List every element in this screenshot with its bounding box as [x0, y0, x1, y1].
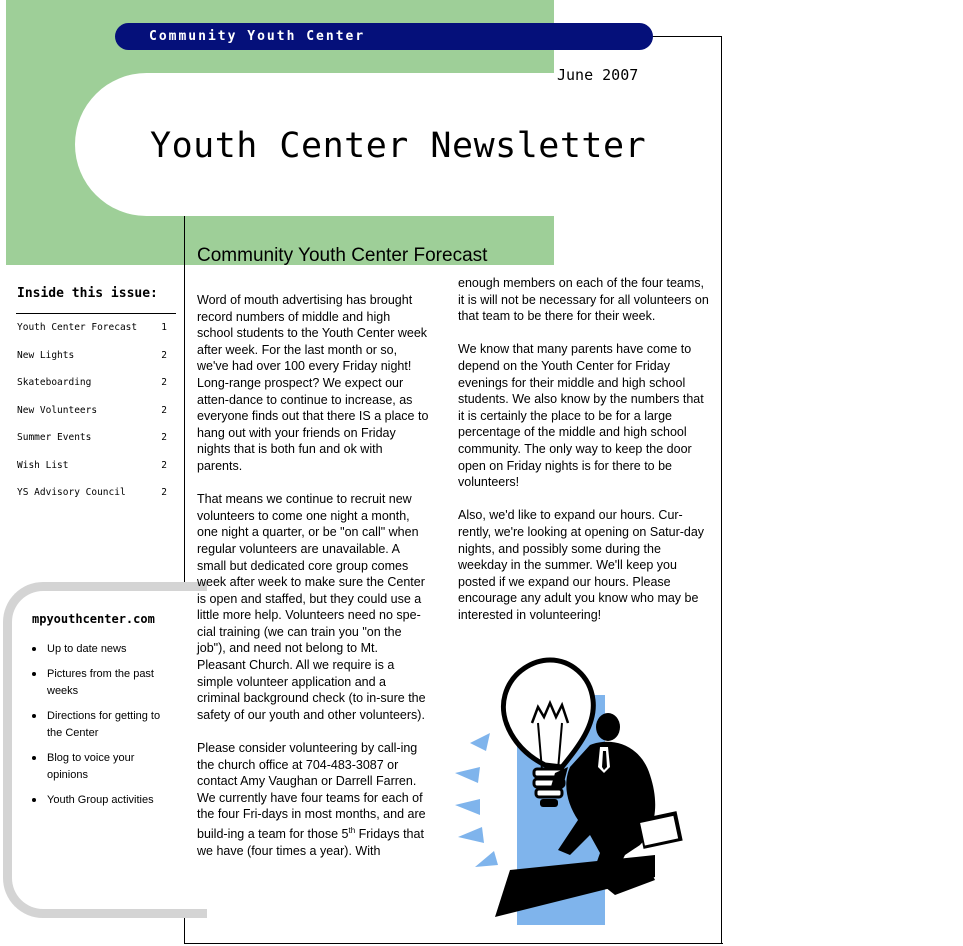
ordinal-suffix: th	[348, 826, 356, 835]
newsletter-title: Youth Center Newsletter	[150, 126, 647, 166]
frame-bottom-rule	[184, 943, 723, 944]
list-item: Blog to voice your opinions	[29, 750, 177, 784]
inside-issue-rule	[16, 313, 176, 314]
inside-issue-heading: Inside this issue:	[17, 286, 158, 301]
issue-date: June 2007	[557, 66, 639, 84]
toc-page: 2	[161, 349, 167, 361]
toc-label: Summer Events	[17, 432, 92, 443]
org-banner: Community Youth Center	[115, 23, 653, 50]
toc-entry[interactable]	[17, 403, 167, 431]
list-item: Youth Group activities	[29, 792, 177, 809]
toc-page: 2	[161, 432, 167, 443]
article-paragraph: Also, we'd like to expand our hours. Cur-rently, we're looking at opening on Satur-day nights, and possibly some during the weekday in the summer. We'll keep you posted if we expand our hours. Please encourage any adult you know who may be interested in volunteering!	[458, 508, 705, 622]
article-column-left	[197, 292, 429, 876]
article-column-right	[458, 275, 713, 640]
toc-entry[interactable]	[17, 458, 167, 486]
toc-page: 2	[161, 377, 167, 388]
website-title[interactable]: mpyouthcenter.com	[32, 612, 155, 626]
toc-label: New Volunteers	[17, 404, 98, 416]
article-paragraph: That means we continue to recruit new volunteers to come one night a month, one night a quarter, or be "on call" when regular volunteers are unavailable. A small but dedicated core group comes week after week to make sure the Center is open and staffed, but they could use a little more help. Volunteers need no spe-cial training (we can train you "on the job"), and need not belong to Mt. Pleasant Church. All we require is a simple volunteer application and a criminal background check (to in-sure the safety of our youth and other volunteers).	[197, 492, 426, 722]
paragraph-text: Fridays that we have (four times a year). With	[197, 827, 424, 858]
article-paragraph: We know that many parents have come to depend on the Youth Center for Friday evenings for their middle and high school students. We also know by the numbers that it is certainly the place to be for a large percentage of the middle and high school community. The only way to keep the door open on Friday nights is for there to be volunteers!	[458, 342, 704, 490]
toc-page: 2	[161, 487, 167, 498]
list-item: Pictures from the past weeks	[29, 666, 177, 700]
toc-label: YS Advisory Council	[17, 487, 126, 498]
list-item: Up to date news	[29, 641, 177, 658]
list-item: Directions for getting to the Center	[29, 708, 177, 742]
toc-entry[interactable]	[17, 375, 167, 403]
article-paragraph	[197, 740, 429, 859]
lightbulb-man-clipart	[450, 655, 700, 925]
toc-page: 2	[161, 459, 167, 471]
toc-page: 2	[161, 404, 167, 416]
toc-entry[interactable]	[17, 485, 167, 513]
toc-page: 1	[161, 322, 167, 333]
toc-entry[interactable]	[17, 348, 167, 376]
article-paragraph: enough members on each of the four teams, it is will not be necessary for all volunteers on that team to be there for their week.	[458, 276, 709, 324]
website-feature-list	[29, 641, 177, 817]
toc-entry[interactable]	[17, 320, 167, 348]
clipart-rays	[455, 733, 498, 867]
toc-entry[interactable]	[17, 430, 167, 458]
toc-label: Wish List	[17, 459, 69, 471]
toc-label: Youth Center Forecast	[17, 322, 138, 333]
table-of-contents	[17, 320, 167, 513]
toc-label: New Lights	[17, 349, 75, 361]
paragraph-text: Please consider volunteering by call-ing the church office at 704-483-3087 or contact Amy Vaughan or Darrell Farren. We currently have four teams for each of the four Fri-days in most months, and are build-ing a team for those 5	[197, 741, 426, 842]
article-paragraph: Word of mouth advertising has brought record numbers of middle and high school students to the Youth Center week after week. For the last month or so, we've had over 100 every Friday night! Long-range prospect? We expect our atten-dance to continue to increase, as everyone finds out that there IS a place to hang out with your friends on Friday nights that is both fun and ok with parents.	[197, 293, 429, 473]
toc-label: Skateboarding	[17, 377, 92, 388]
article-title: Community Youth Center Forecast	[197, 245, 488, 266]
